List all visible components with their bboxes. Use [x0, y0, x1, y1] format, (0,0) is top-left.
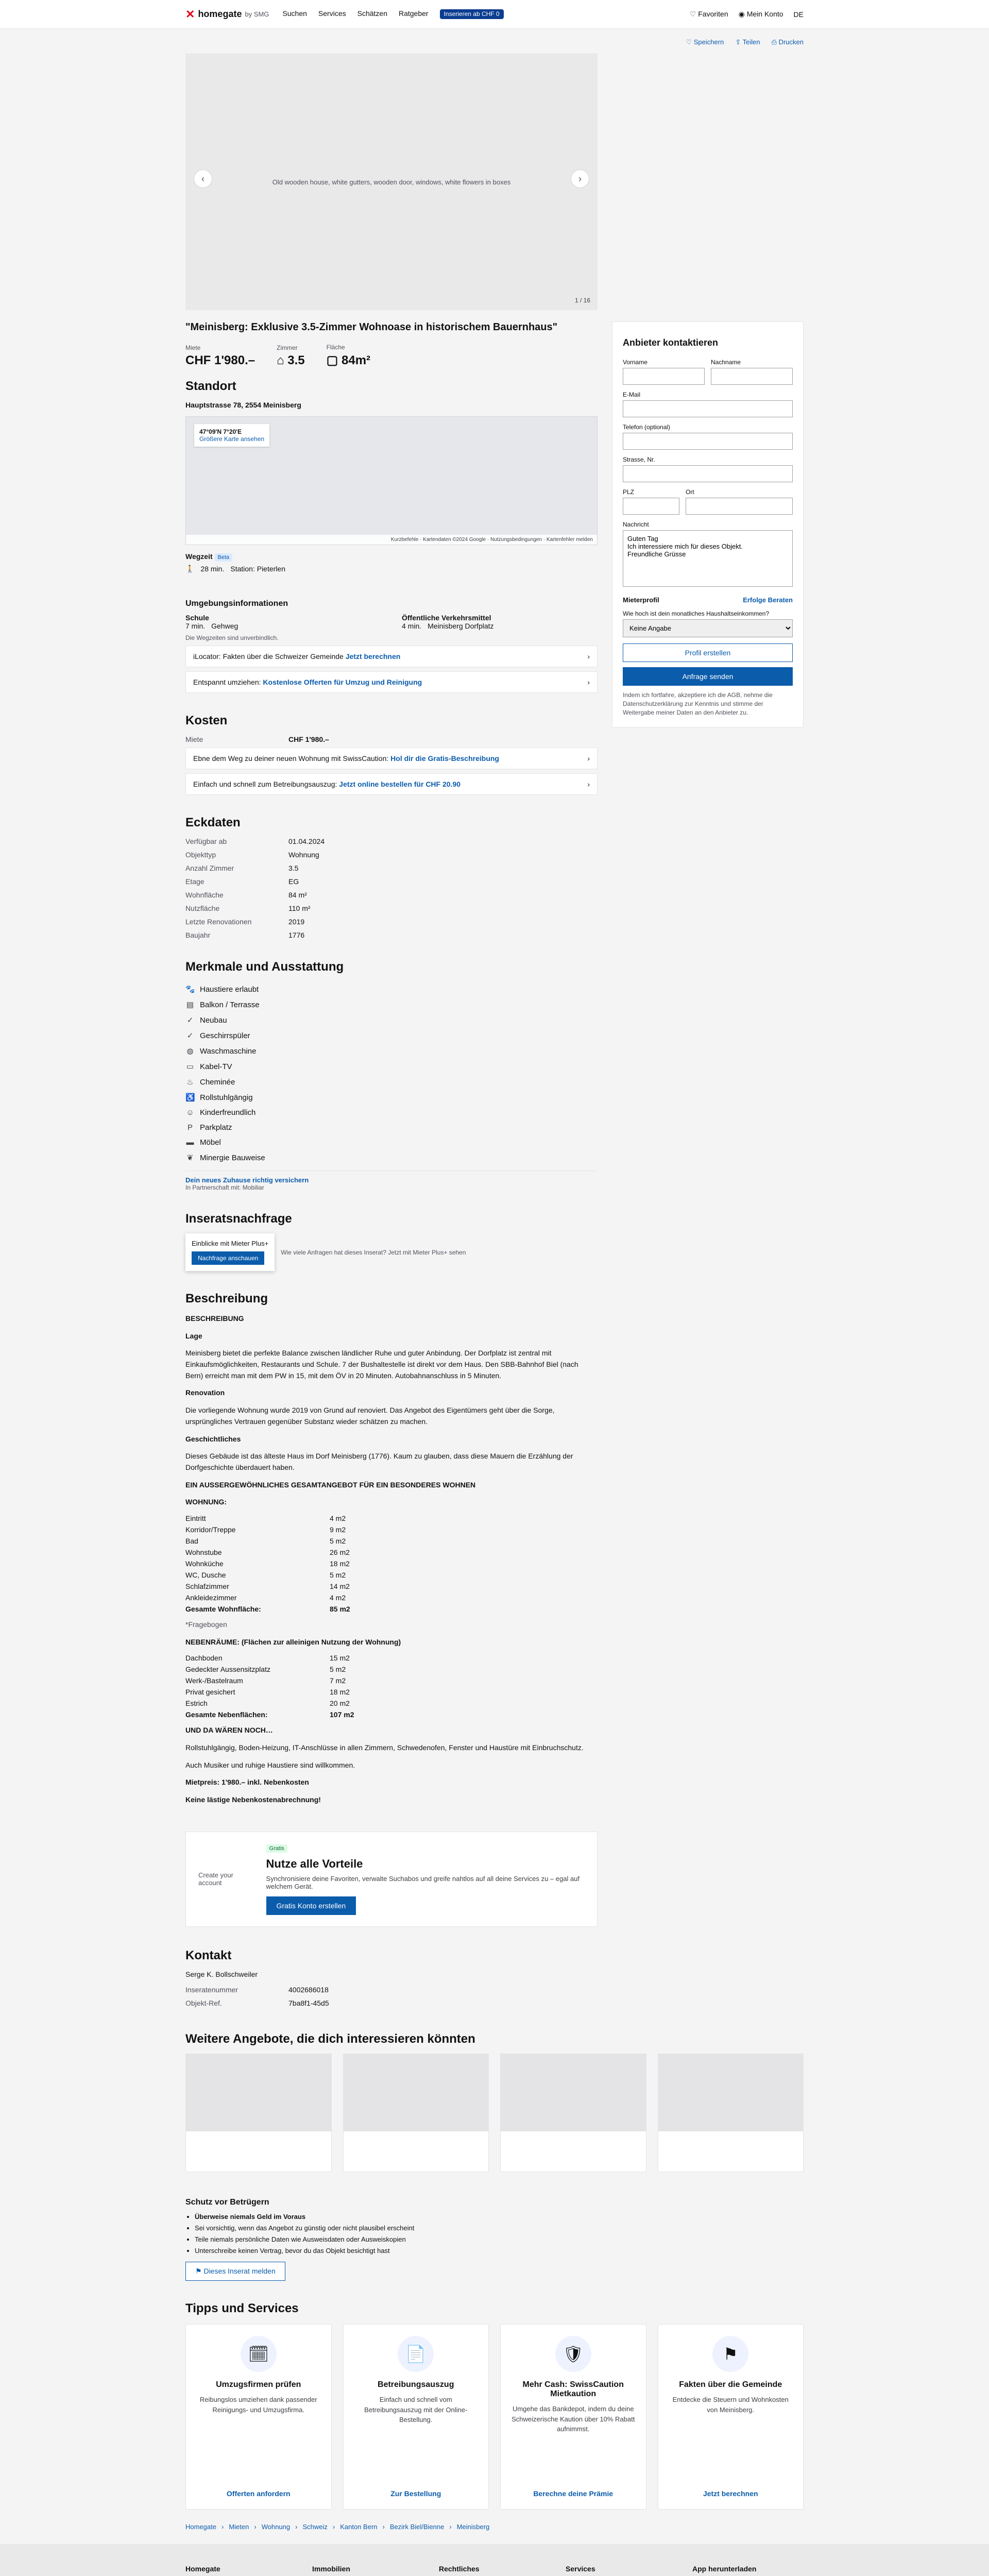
- school-time: 7 min.: [185, 622, 206, 630]
- wohnung-heading: WOHNUNG:: [185, 1498, 227, 1506]
- account-promo: [185, 1832, 598, 1927]
- tip-card[interactable]: [658, 2324, 804, 2510]
- promo-left: Create your account: [198, 1871, 233, 1887]
- ort-field[interactable]: [686, 498, 793, 515]
- report-label: Dieses Inserat melden: [203, 2267, 276, 2276]
- extra-heading: UND DA WÄREN NOCH…: [185, 1726, 273, 1735]
- fraud-item: • Teile niemals persönliche Daten wie Ausweisdaten oder Ausweiskopien: [195, 2234, 804, 2245]
- list-item: [185, 1120, 598, 1135]
- map-footer: Kurzbefehle · Kartendaten ©2024 Google · Nutzungsbedingungen · Kartenfehler melden: [186, 535, 597, 545]
- keine-text: Keine lästige Nebenkostenabrechnung!: [185, 1795, 321, 1804]
- strasse-label: Strasse, Nr.: [623, 456, 655, 463]
- insurance-partner: In Partnerschaft mit: Mobiliar: [185, 1184, 264, 1191]
- lage-text: Meinisberg bietet die perfekte Balance zwischen ländlicher Ruhe und guter Anbindung. Der Dorfplatz ist zentral mit Einkaufsmöglichkeiten, Restaurants und Schule. 7 der Bushaltestelle ist direkt vor dem Haus. Den SBB-Bahnhof Biel (nach Bern) erreicht man mit dem PW in 15, mit dem ÖV in 20 Minuten. Autobahnanschluss in 5 Minuten.: [185, 1349, 578, 1380]
- offer-card[interactable]: [343, 2054, 489, 2172]
- map-larger-link[interactable]: Größere Karte ansehen: [199, 435, 265, 443]
- share-button[interactable]: ⇪ Teilen: [735, 38, 760, 46]
- breadcrumb-item[interactable]: Wohnung: [261, 2523, 291, 2531]
- gallery-next-icon[interactable]: ›: [571, 170, 589, 188]
- eckdaten-value: 2019: [288, 918, 305, 926]
- offer-card[interactable]: [658, 2054, 804, 2172]
- room-size: 5 m2: [330, 1536, 346, 1545]
- room-size: 26 m2: [330, 1548, 350, 1556]
- breadcrumb-item[interactable]: Homegate: [185, 2523, 216, 2531]
- save-label: Speichern: [693, 38, 724, 46]
- tip-text: Umgehe das Bankdepot, indem du deine Schweizerische Kaution über 10% Rabatt aufnimmst.: [511, 2405, 635, 2433]
- mieterprofil-label: Mieterprofil: [623, 596, 659, 604]
- swisscaution-box[interactable]: [185, 748, 598, 769]
- room-name: Eintritt: [185, 1514, 206, 1522]
- anfrage-text: Wie viele Anfragen hat dieses Inserat? Jetzt mit Mieter Plus+ sehen: [281, 1248, 466, 1256]
- room-name: Schlafzimmer: [185, 1582, 229, 1590]
- swisscaution-text: Ebne dem Weg zu deiner neuen Wohnung mit SwissCaution:: [193, 754, 389, 762]
- list-item: [185, 1043, 598, 1059]
- neben-total-value: 107 m2: [330, 1710, 354, 1719]
- list-item: [185, 1028, 598, 1043]
- eckdaten-key: Objekttyp: [185, 851, 216, 859]
- share-label: Teilen: [742, 38, 760, 46]
- contact-heading: Anbieter kontaktieren: [623, 337, 719, 348]
- total-value: 85 m2: [330, 1604, 350, 1613]
- list-item: [185, 1012, 598, 1028]
- gallery-counter: 1 / 16: [574, 297, 590, 304]
- standort-heading: Standort: [185, 379, 236, 393]
- umzug-box[interactable]: [185, 671, 598, 693]
- listing-actions: [0, 29, 989, 54]
- geschichte-text: Dieses Gebäude ist das älteste Haus im Dorf Meinisberg (1776). Kaum zu glauben, dass diese Mauern die Erzählung der Dorfgeschichte überdauert haben.: [185, 1452, 573, 1471]
- nav-ratgeber[interactable]: Ratgeber: [398, 9, 429, 18]
- breadcrumb-item[interactable]: Mieten: [229, 2523, 249, 2531]
- vorname-label: Vorname: [623, 359, 648, 366]
- chevron-right-icon: ›: [587, 678, 590, 686]
- footer-heading: Services: [566, 2565, 595, 2573]
- room-name: Bad: [185, 1536, 198, 1545]
- tips-heading: Tipps und Services: [185, 2301, 299, 2316]
- logo-sub: by SMG: [245, 10, 269, 18]
- main-nav: [282, 9, 503, 19]
- nav-schaetzen[interactable]: Schätzen: [357, 9, 387, 18]
- map-coords: 47°09'N 7°20'E: [199, 428, 242, 435]
- kontakt-key: Objekt-Ref.: [185, 1998, 222, 2007]
- header: [0, 0, 989, 29]
- legal-text: Indem ich fortfahre, akzeptiere ich die AGB, nehme die Datenschutzerklärung zur Kenntnis und stimme der Weitergabe meiner Daten an den Anbieter zu.: [623, 691, 773, 716]
- kontakt-key: Inseratenummer: [185, 1985, 238, 1994]
- tip-link[interactable]: Zur Bestellung: [390, 2489, 441, 2498]
- list-item: [185, 1059, 598, 1074]
- breadcrumb: Homegate › Mieten › Wohnung › Schweiz › Kanton Bern › Bezirk Biel/Bienne › Meinisberg: [185, 2523, 490, 2531]
- wegzeit-value: 28 min.: [200, 565, 225, 573]
- plz-label: PLZ: [623, 488, 635, 496]
- tip-card[interactable]: [343, 2324, 489, 2510]
- map[interactable]: [185, 416, 598, 545]
- oev-label: Öffentliche Verkehrsmittel: [402, 614, 491, 622]
- tip-title: Umzugsfirmen prüfen: [216, 2380, 301, 2389]
- nachname-field[interactable]: [711, 368, 793, 385]
- room-size: 5 m2: [330, 1570, 346, 1579]
- nav-services[interactable]: Services: [318, 9, 346, 18]
- highlight-text: EIN AUSSERGEWÖHNLICHES GESAMTANGEBOT FÜR EIN BESONDERES WOHNEN: [185, 1480, 476, 1489]
- room-size: 18 m2: [330, 1559, 350, 1568]
- mieterprofil-link[interactable]: Erfolge Beraten: [743, 596, 793, 604]
- area-value: 84m²: [342, 353, 371, 367]
- chevron-right-icon: ›: [587, 754, 590, 762]
- footer-heading: App herunterladen: [692, 2565, 757, 2573]
- oev-destination: Meinisberg Dorfplatz: [428, 622, 494, 630]
- language-select[interactable]: DE: [793, 10, 804, 19]
- feature-label: Kinderfreundlich: [200, 1108, 256, 1117]
- plz-field[interactable]: [623, 498, 679, 515]
- eckdaten-table: [185, 837, 598, 939]
- umzug-link[interactable]: Kostenlose Offerten für Umzug und Reinigung: [263, 678, 422, 686]
- eckdaten-key: Baujahr: [185, 931, 211, 939]
- account-label: Mein Konto: [746, 10, 783, 18]
- sidebar: [612, 54, 804, 2016]
- umgebung-note: Die Wegzeiten sind unverbindlich.: [185, 634, 279, 641]
- footer-heading: Immobilien: [312, 2565, 350, 2573]
- eckdaten-value: 84 m²: [288, 891, 307, 899]
- send-request-button[interactable]: Anfrage senden: [623, 667, 793, 686]
- room-name: Wohnstube: [185, 1548, 222, 1556]
- gallery-caption: Old wooden house, white gutters, wooden door, windows, white flowers in boxes: [272, 178, 511, 186]
- room-table: [185, 1514, 598, 1613]
- feature-label: Neubau: [200, 1015, 227, 1025]
- nachname-label: Nachname: [711, 359, 741, 366]
- washer-icon: ◍: [186, 1047, 194, 1056]
- eckdaten-key: Wohnfläche: [185, 891, 224, 899]
- offers-carousel: [185, 2054, 804, 2172]
- inserieren-button[interactable]: Inserieren ab CHF 0: [440, 9, 504, 19]
- logo[interactable]: [185, 8, 269, 21]
- address: Hauptstrasse 78, 2554 Meinisberg: [185, 401, 301, 409]
- mietpreis-text: Mietpreis: 1'980.– inkl. Nebenkosten: [185, 1778, 309, 1787]
- eckdaten-key: Letzte Renovationen: [185, 918, 252, 926]
- promo-badge: Gratis: [266, 1844, 287, 1853]
- footer-heading: Homegate: [185, 2565, 220, 2573]
- tel-label: Telefon (optional): [623, 423, 671, 431]
- contact-form: [612, 321, 804, 727]
- room-name: Ankleidezimmer: [185, 1593, 237, 1602]
- area-icon: ▢: [326, 353, 338, 367]
- eckdaten-key: Etage: [185, 877, 204, 886]
- favoriten-link[interactable]: ♡ Favoriten: [689, 10, 728, 18]
- email-field[interactable]: [623, 400, 793, 417]
- offer-card[interactable]: [500, 2054, 646, 2172]
- rooms-value: 3.5: [287, 353, 305, 367]
- kontakt-value: 4002686018: [288, 1985, 329, 1994]
- check-icon: ✓: [186, 1031, 194, 1040]
- description: [185, 1280, 598, 1821]
- room-name: Wohnküche: [185, 1559, 224, 1568]
- school-label: Schule: [185, 614, 209, 622]
- tip-link[interactable]: Berechne deine Prämie: [533, 2489, 613, 2498]
- room-size: 7 m2: [330, 1676, 346, 1685]
- room-name: WC, Dusche: [185, 1570, 226, 1579]
- anfrage-heading: Inseratsnachfrage: [185, 1212, 292, 1226]
- feature-label: Möbel: [200, 1138, 221, 1147]
- breadcrumb-item[interactable]: Kanton Bern: [340, 2523, 378, 2531]
- list-item: [185, 1135, 598, 1150]
- rent-value: CHF 1'980.–: [185, 353, 255, 367]
- eckdaten-value: 110 m²: [288, 904, 311, 912]
- umzug-text: Entspannt umziehen:: [193, 678, 261, 686]
- betreibung-link[interactable]: Jetzt online bestellen für CHF 20.90: [339, 780, 461, 788]
- list-item: [185, 1105, 598, 1120]
- sofa-icon: ▬: [186, 1138, 194, 1147]
- vorname-field[interactable]: [623, 368, 705, 385]
- renovation-text: Die vorliegende Wohnung wurde 2019 von Grund auf renoviert. Das Angebot des Eigentümers geht über die Sorge, ursprüngliches Vertrauen gegenüber Substanz wieder schätzen zu machen.: [185, 1406, 555, 1426]
- wegzeit-label: Wegzeit: [185, 552, 213, 561]
- tip-text: Entdecke die Steuern und Wohnkosten von Meinisberg.: [672, 2396, 789, 2414]
- betreibung-box[interactable]: [185, 773, 598, 795]
- list-item: [185, 1090, 598, 1105]
- merkmale-heading: Merkmale und Ausstattung: [185, 960, 344, 974]
- leaf-icon: ❦: [186, 1154, 194, 1162]
- room-size: 5 m2: [330, 1665, 346, 1674]
- email-label: E-Mail: [623, 391, 641, 398]
- tip-title: Fakten über die Gemeinde: [679, 2380, 782, 2389]
- eckdaten-value: 01.04.2024: [288, 837, 325, 845]
- paw-icon: 🐾: [185, 985, 195, 994]
- neben-table: [185, 1654, 598, 1719]
- eckdaten-value: 3.5: [288, 864, 299, 872]
- umgebung-heading: Umgebungsinformationen: [185, 599, 288, 608]
- promo-title: Nutze alle Vorteile: [266, 1857, 363, 1870]
- feature-label: Geschirrspüler: [200, 1031, 250, 1040]
- kosten-heading: Kosten: [185, 714, 228, 727]
- nachricht-label: Nachricht: [623, 521, 649, 528]
- eckdaten-key: Verfügbar ab: [185, 837, 227, 845]
- eckdaten-value: EG: [288, 877, 299, 886]
- footnote: *Fragebogen: [185, 1620, 227, 1629]
- eckdaten-key: Nutzfläche: [185, 904, 220, 912]
- feature-label: Haustiere erlaubt: [200, 985, 259, 994]
- kontakt-value: 7ba8f1-45d5: [288, 1998, 329, 2007]
- beta-badge: Beta: [215, 553, 233, 562]
- room-size: 4 m2: [330, 1514, 346, 1522]
- area-label: Fläche: [326, 344, 345, 351]
- ilocator-box[interactable]: [185, 646, 598, 667]
- create-profile-button[interactable]: Profil erstellen: [623, 643, 793, 662]
- kosten-miete-label: Miete: [185, 735, 203, 743]
- phone-field[interactable]: [623, 433, 793, 450]
- tip-text: Reibungslos umziehen dank passender Reinigungs- und Umzugsfirma.: [199, 2396, 317, 2414]
- fraud-heading: Schutz vor Betrügern: [185, 2197, 269, 2207]
- image-gallery[interactable]: [185, 54, 598, 310]
- footer: [0, 2544, 989, 2576]
- breadcrumb-item[interactable]: Meinisberg: [456, 2523, 490, 2531]
- offer-card[interactable]: [185, 2054, 332, 2172]
- print-label: Drucken: [778, 38, 804, 46]
- map-info: [194, 424, 269, 447]
- account-link[interactable]: ◉ Mein Konto: [738, 10, 783, 18]
- tip-text: Einfach und schnell vom Betreibungsauszug mit der Online-Bestellung.: [364, 2396, 468, 2424]
- list-item: [185, 981, 598, 997]
- description-sub: BESCHREIBUNG: [185, 1314, 244, 1323]
- balcony-icon: ▤: [186, 1001, 194, 1009]
- nachfrage-button[interactable]: Nachfrage anschauen: [192, 1251, 264, 1265]
- extra-text: Rollstuhlgängig, Boden-Heizung, IT-Anschlüsse in allen Zimmern, Schwedenofen, Fenster und Haustüre mit Einbruchschutz.: [185, 1743, 584, 1752]
- room-size: 14 m2: [330, 1582, 350, 1590]
- kontakt-heading: Kontakt: [185, 1948, 232, 1962]
- list-item: [185, 1150, 598, 1165]
- feature-label: Cheminée: [200, 1077, 235, 1087]
- tip-link[interactable]: Offerten anfordern: [226, 2489, 291, 2498]
- report-button[interactable]: [185, 2262, 285, 2281]
- flag-icon: ⚑: [712, 2336, 748, 2372]
- renovation-heading: Renovation: [185, 1388, 225, 1397]
- room-name: Estrich: [185, 1699, 208, 1708]
- rooms-icon: ⌂: [277, 353, 284, 367]
- neben-total-label: Gesamte Nebenflächen:: [185, 1710, 268, 1719]
- ort-label: Ort: [686, 488, 694, 496]
- fraud-warning: [0, 2172, 989, 2281]
- check-icon: ✓: [186, 1016, 194, 1025]
- child-icon: ☺: [186, 1108, 194, 1117]
- oev-time: 4 min.: [402, 622, 422, 630]
- print-button[interactable]: ⎙ Drucken: [771, 38, 804, 46]
- feature-label: Rollstuhlgängig: [200, 1093, 253, 1102]
- feature-label: Parkplatz: [200, 1123, 232, 1132]
- room-name: Werk-/Bastelraum: [185, 1676, 243, 1685]
- list-item: [185, 1074, 598, 1090]
- wegzeit-destination: Station: Pieterlen: [230, 565, 285, 573]
- insurance-link[interactable]: Dein neues Zuhause richtig versichern: [185, 1176, 309, 1184]
- fraud-item: • Sei vorsichtig, wenn das Angebot zu günstig oder nicht plausibel erscheint: [195, 2223, 804, 2234]
- flag-icon: ⚑: [195, 2267, 202, 2276]
- tooltip-text: Einblicke mit Mieter Plus+: [192, 1240, 269, 1247]
- feature-label: Kabel-TV: [200, 1062, 232, 1071]
- tip-card[interactable]: [500, 2324, 646, 2510]
- tip-link[interactable]: Jetzt berechnen: [703, 2489, 758, 2498]
- favoriten-label: Favoriten: [698, 10, 728, 18]
- rent-label: Miete: [185, 344, 201, 351]
- tips-grid: [185, 2324, 804, 2510]
- room-size: 4 m2: [330, 1593, 346, 1602]
- room-name: Privat gesichert: [185, 1688, 235, 1697]
- income-select[interactable]: [623, 619, 793, 637]
- main-content: [185, 54, 598, 2016]
- fraud-item: • Unterschreibe keinen Vertrag, bevor du das Objekt besichtigt hast: [195, 2245, 804, 2257]
- save-button[interactable]: ♡ Speichern: [686, 38, 724, 46]
- room-size: 15 m2: [330, 1654, 350, 1663]
- room-name: Korridor/Treppe: [185, 1525, 236, 1534]
- kosten-miete-value: CHF 1'980.–: [288, 735, 329, 743]
- room-size: 18 m2: [330, 1688, 350, 1697]
- lage-heading: Lage: [185, 1331, 202, 1340]
- document-icon: 📄: [398, 2336, 434, 2372]
- message-field[interactable]: [623, 530, 793, 587]
- breadcrumb-item[interactable]: Schweiz: [302, 2523, 328, 2531]
- eckdaten-value: Wohnung: [288, 851, 319, 859]
- create-account-button[interactable]: Gratis Konto erstellen: [266, 1896, 356, 1915]
- eckdaten-key: Anzahl Zimmer: [185, 864, 234, 872]
- listing-title: "Meinisberg: Exklusive 3.5-Zimmer Wohnoase in historischem Bauernhaus": [185, 321, 558, 333]
- haushalt-label: Wie hoch ist dein monatliches Haushaltseinkommen?: [623, 610, 770, 617]
- room-size: 9 m2: [330, 1525, 346, 1534]
- room-size: 20 m2: [330, 1699, 350, 1708]
- feature-label: Minergie Bauweise: [200, 1153, 265, 1162]
- rooms-label: Zimmer: [277, 344, 298, 351]
- nav-suchen[interactable]: Suchen: [282, 9, 307, 18]
- room-name: Dachboden: [185, 1654, 223, 1663]
- pets-text: Auch Musiker und ruhige Haustiere sind willkommen.: [185, 1760, 355, 1769]
- promo-text: Synchronisiere deine Favoriten, verwalte Suchabos und greife nahtlos auf all deine Services zu – egal auf welchem Gerät.: [266, 1874, 580, 1890]
- ilocator-text: iLocator: Fakten über die Schweizer Gemeinde: [193, 652, 344, 660]
- tip-title: Betreibungsauszug: [378, 2380, 454, 2389]
- tip-title: Mehr Cash: SwissCaution Mietkaution: [522, 2380, 624, 2399]
- gallery-prev-icon[interactable]: ‹: [194, 170, 212, 188]
- walk-icon: 🚶: [185, 565, 195, 573]
- betreibung-text: Einfach und schnell zum Betreibungsauszug:: [193, 780, 337, 788]
- fireplace-icon: ♨: [186, 1078, 194, 1087]
- feature-label: Balkon / Terrasse: [200, 1000, 260, 1009]
- kontakt-name: Serge K. Bollschweiler: [185, 1970, 258, 1978]
- total-label: Gesamte Wohnfläche:: [185, 1604, 261, 1613]
- neben-heading: NEBENRÄUME: (Flächen zur alleinigen Nutzung der Wohnung): [185, 1637, 401, 1646]
- calendar-icon: 🗓: [241, 2336, 277, 2372]
- fraud-item: • Überweise niemals Geld im Voraus: [195, 2211, 804, 2223]
- school-mode: Gehweg: [211, 622, 238, 630]
- parking-icon: P: [187, 1123, 193, 1132]
- geschichte-heading: Geschichtliches: [185, 1434, 241, 1443]
- eckdaten-value: 1776: [288, 931, 305, 939]
- tip-card[interactable]: [185, 2324, 332, 2510]
- shield-icon: 🛡: [555, 2336, 591, 2372]
- feature-label: Waschmaschine: [200, 1046, 257, 1056]
- wheelchair-icon: ♿: [185, 1093, 195, 1102]
- street-field[interactable]: [623, 465, 793, 482]
- eckdaten-heading: Eckdaten: [185, 816, 241, 829]
- more-offers-heading: Weitere Angebote, die dich interessieren könnten: [185, 2031, 475, 2046]
- swisscaution-link[interactable]: Hol dir die Gratis-Beschreibung: [390, 754, 499, 762]
- ilocator-link[interactable]: Jetzt berechnen: [345, 652, 401, 660]
- chevron-right-icon: ›: [587, 780, 590, 788]
- room-name: Gedeckter Aussensitzplatz: [185, 1665, 270, 1674]
- mieter-plus-tooltip: [185, 1233, 275, 1271]
- logo-text: homegate: [198, 9, 242, 19]
- footer-heading: Rechtliches: [439, 2565, 480, 2573]
- list-item: [185, 997, 598, 1012]
- description-heading: Beschreibung: [185, 1292, 268, 1306]
- logo-mark-icon: ✕: [185, 7, 195, 21]
- chevron-right-icon: ›: [587, 652, 590, 660]
- breadcrumb-item[interactable]: Bezirk Biel/Bienne: [389, 2523, 445, 2531]
- key-facts: [185, 344, 598, 368]
- tv-icon: ▭: [186, 1062, 194, 1071]
- features-list: [185, 981, 598, 1165]
